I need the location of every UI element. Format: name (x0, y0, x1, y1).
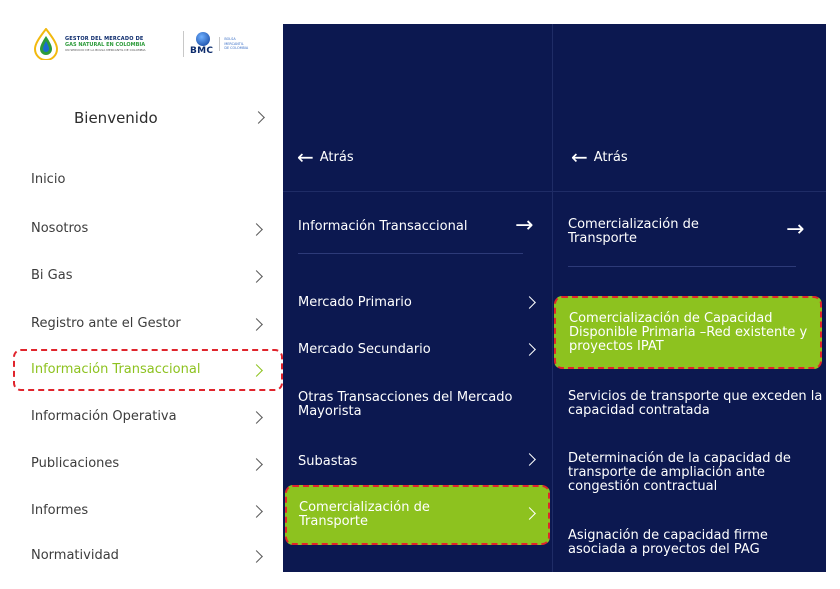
menu-item-registro[interactable] (0, 309, 283, 339)
highlight-box (13, 349, 283, 391)
chevron-right-icon (250, 318, 263, 331)
chevron-right-icon (250, 550, 263, 563)
bmc-side-line2: MERCANTIL (224, 41, 244, 46)
menu-item-informes[interactable] (0, 496, 283, 526)
submenu-item-otras-transacciones[interactable]: Otras Transacciones del Mercado Mayorista (298, 390, 513, 419)
section-divider (298, 253, 523, 254)
welcome-item[interactable] (0, 105, 283, 131)
submenu-item-comercializacion-transporte[interactable] (285, 485, 550, 545)
chevron-right-icon (250, 270, 263, 283)
submenu-item-label: Comercialización de Transporte (299, 500, 430, 529)
menu-item-label: Nosotros (31, 221, 89, 236)
menu-item-label: Informes (31, 503, 89, 518)
bmc-side-line1: BOLSA (224, 37, 236, 42)
menu-item-label: Publicaciones (31, 456, 120, 471)
back-label: Atrás (593, 149, 628, 165)
menu-item-label: Inicio (31, 172, 66, 187)
option-determinacion-capacidad[interactable]: Determinación de la capacidad de transporte de ampliación ante congestión contractual (568, 451, 791, 494)
bmc-logo (192, 32, 248, 56)
menu-item-label: Registro ante el Gestor (31, 316, 181, 331)
bmc-logo-text: BMC (190, 46, 214, 56)
back-button[interactable] (297, 145, 354, 169)
menu-item-informacion-operativa[interactable] (0, 402, 283, 432)
chevron-right-icon (250, 223, 263, 236)
arrow-left-icon: ← (297, 145, 314, 169)
logo-line1: GESTOR DEL MERCADO DE (65, 35, 144, 42)
page-bottom (0, 572, 840, 589)
bmc-side-text (219, 37, 248, 51)
chevron-right-icon (523, 507, 536, 520)
header-divider (283, 191, 552, 192)
section-title[interactable]: Información Transaccional (298, 219, 468, 234)
option-asignacion-capacidad[interactable]: Asignación de capacidad firme asociada a proyectos del PAG (568, 528, 768, 557)
logo-divider (183, 31, 184, 57)
bmc-globe-icon (196, 32, 210, 46)
logo-line2: GAS NATURAL EN COLOMBIA (65, 41, 146, 48)
menu-item-normatividad[interactable] (0, 541, 283, 571)
arrow-left-icon: ← (571, 145, 588, 169)
chevron-right-icon (250, 411, 263, 424)
option-capacidad-disponible-primaria[interactable] (554, 296, 822, 369)
submenu-item-mercado-secundario[interactable]: Mercado Secundario (298, 342, 431, 357)
arrow-right-icon[interactable]: → (515, 213, 534, 238)
chevron-right-icon (252, 111, 265, 124)
option-label: Comercialización de Capacidad Disponible Primaria –Red existente y proyectos IPAT (569, 311, 808, 354)
back-button[interactable] (571, 145, 628, 169)
arrow-right-icon[interactable]: → (786, 217, 805, 242)
welcome-label: Bienvenido (74, 109, 158, 127)
menu-item-inicio[interactable] (0, 165, 283, 195)
section-divider (568, 266, 796, 267)
header-logos[interactable] (33, 24, 263, 64)
menu-item-nosotros[interactable] (0, 214, 283, 244)
main-menu-panel (0, 0, 283, 589)
gestor-logo-text (65, 36, 175, 53)
menu-item-label: Bi Gas (31, 268, 73, 283)
chevron-right-icon (250, 458, 263, 471)
option-servicios-transporte[interactable]: Servicios de transporte que exceden la capacidad contratada (568, 389, 823, 418)
header-divider (552, 191, 826, 192)
bmc-side-line3: DE COLOMBIA (224, 46, 249, 51)
section-title[interactable]: Comercialización de Transporte (568, 217, 699, 246)
menu-item-label: Información Operativa (31, 409, 177, 424)
chevron-right-icon (250, 505, 263, 518)
submenu-item-subastas[interactable]: Subastas (298, 454, 358, 469)
gas-drop-logo-icon (33, 28, 59, 60)
menu-item-label: Información Transaccional (31, 362, 201, 377)
logo-line3: UN SERVICIO DE LA BOLSA MERCANTIL DE COLOMBIA (65, 47, 146, 52)
menu-item-bi-gas[interactable] (0, 261, 283, 291)
submenu-item-mercado-primario[interactable]: Mercado Primario (298, 295, 412, 310)
menu-item-publicaciones[interactable] (0, 449, 283, 479)
menu-item-label: Normatividad (31, 548, 119, 563)
back-label: Atrás (319, 149, 354, 165)
